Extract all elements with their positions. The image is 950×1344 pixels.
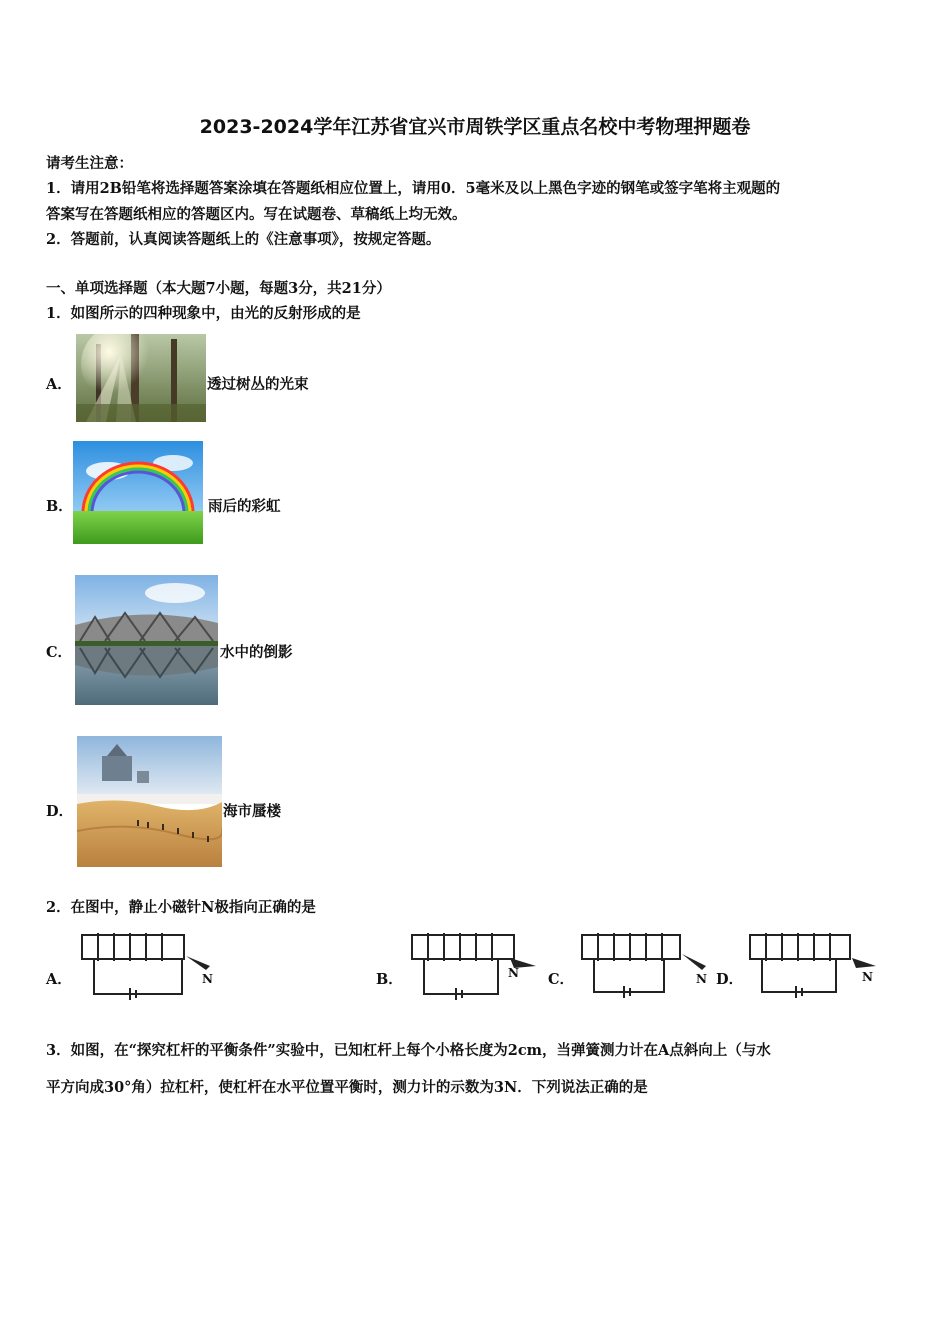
- q2-b-n-label: N: [508, 966, 519, 980]
- q2-a-n-label: N: [202, 972, 213, 986]
- q2-circuit-b: [408, 930, 548, 1000]
- question-3-line-2: 平方向成30°角）拉杠杆，使杠杆在水平位置平衡时，测力计的示数为3N．下列说法正确的是: [46, 1079, 648, 1096]
- notice-heading: 请考生注意：: [46, 155, 133, 172]
- question-3-line-1: 3．如图，在“探究杠杆的平衡条件”实验中，已知杠杆上每个小格长度为2cm，当弹簧测力计在A点斜向上（与水: [46, 1042, 771, 1059]
- page-title: 2023-2024学年江苏省宜兴市周铁学区重点名校中考物理押题卷: [199, 116, 751, 138]
- rainbow-photo: [73, 441, 203, 544]
- q1-option-b-letter[interactable]: B．: [46, 498, 73, 515]
- q2-c-n-label: N: [696, 972, 707, 986]
- notice-line-2: 2．答题前，认真阅读答题纸上的《注意事项》，按规定答题。: [46, 231, 441, 248]
- q1-option-d-text: 海市蜃楼: [223, 803, 281, 820]
- q1-option-d-letter[interactable]: D．: [46, 803, 74, 820]
- section-heading: 一、单项选择题（本大题7小题，每题3分，共21分）: [46, 280, 391, 297]
- q2-circuit-d: [746, 930, 886, 1000]
- q2-option-b-letter[interactable]: B．: [376, 971, 403, 988]
- question-2-stem: 2．在图中，静止小磁针N极指向正确的是: [46, 899, 316, 916]
- notice-line-1a: 1．请用2B铅笔将选择题答案涂填在答题纸相应位置上，请用0．5毫米及以上黑色字迹的钢笔或签字笔将主观题的: [46, 180, 781, 197]
- forest-light-photo: [76, 334, 206, 422]
- q2-circuit-a: [78, 930, 218, 1000]
- mirage-photo: [77, 736, 222, 867]
- q2-circuit-c: [578, 930, 718, 1000]
- notice-line-1b: 答案写在答题纸相应的答题区内。写在试题卷、草稿纸上均无效。: [46, 206, 467, 223]
- reflection-photo: [75, 575, 218, 705]
- question-1-stem: 1．如图所示的四种现象中，由光的反射形成的是: [46, 305, 361, 322]
- q2-option-d-letter[interactable]: D．: [716, 971, 744, 988]
- q1-option-a-letter[interactable]: A．: [46, 376, 72, 393]
- q1-option-b-text: 雨后的彩虹: [208, 498, 281, 515]
- q2-option-a-letter[interactable]: A．: [46, 971, 72, 988]
- q2-option-c-letter[interactable]: C．: [548, 971, 575, 988]
- q1-option-c-letter[interactable]: C．: [46, 644, 73, 661]
- q1-option-c-text: 水中的倒影: [220, 644, 293, 661]
- q1-option-a-text: 透过树丛的光束: [207, 376, 309, 393]
- q2-d-n-label: N: [862, 970, 873, 984]
